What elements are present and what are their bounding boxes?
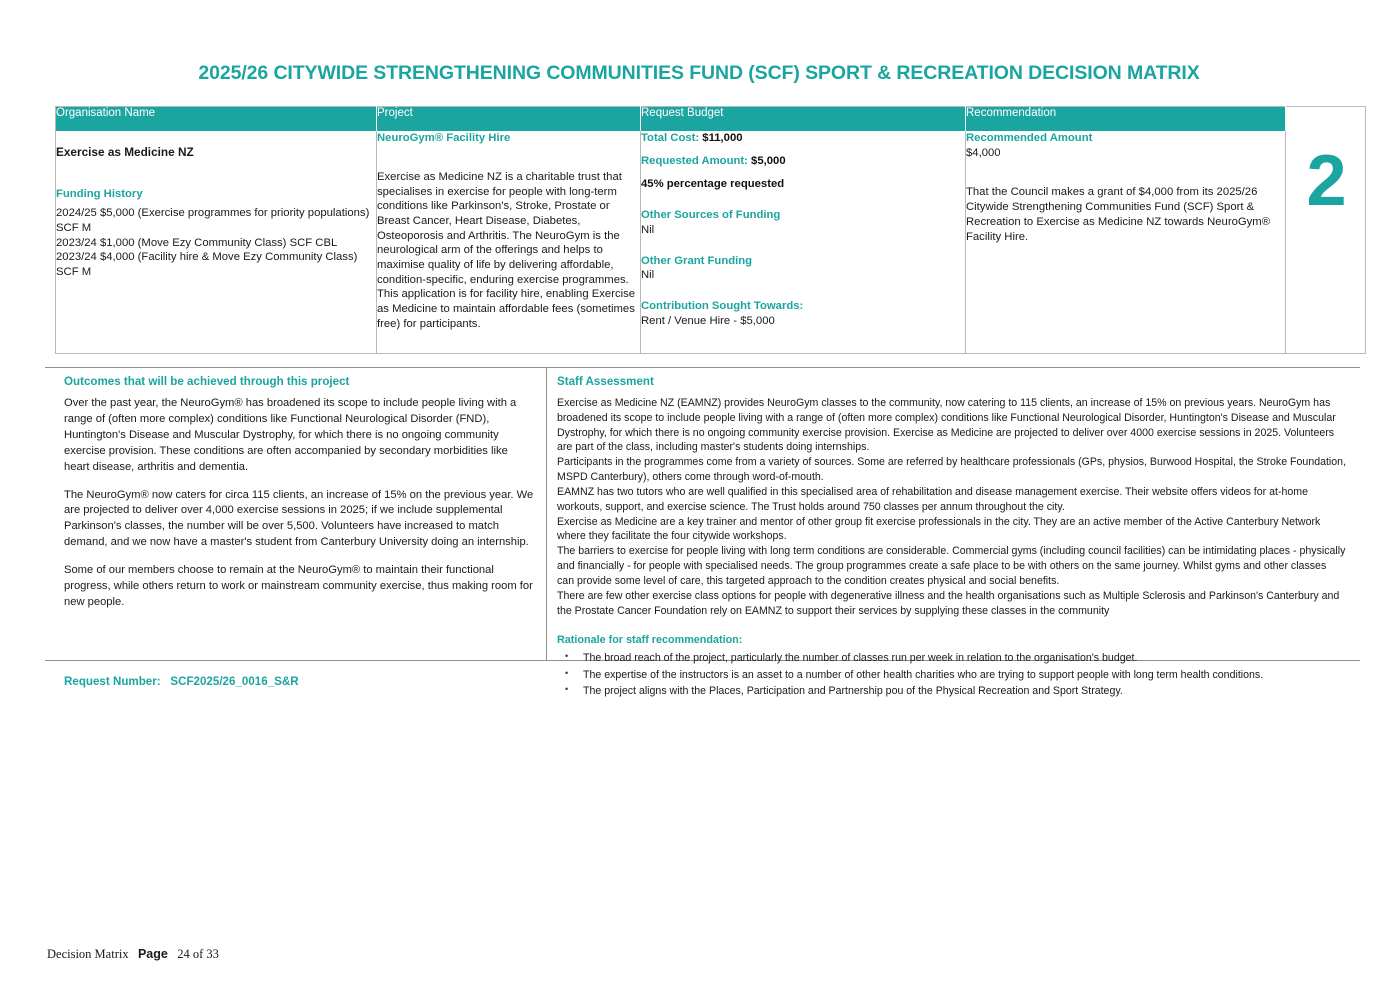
other-sources-block xyxy=(641,208,965,238)
other-sources-value: Nil xyxy=(641,223,655,236)
column-header-rank-blank xyxy=(1286,107,1366,132)
total-cost-value: $11,000 xyxy=(702,132,743,144)
funding-history-line: 2023/24 $4,000 (Facility hire & Move Ezy Community Class) xyxy=(56,251,358,264)
requested-amount-value: $5,000 xyxy=(751,154,786,167)
list-item: • The expertise of the instructors is an asset to a number of other health charities who are trying to support people with long term health conditions. xyxy=(583,667,1346,683)
footer-page-value: 24 of 33 xyxy=(177,947,219,961)
decision-matrix xyxy=(55,106,1365,354)
request-number xyxy=(64,675,299,688)
rationale-heading: Rationale for staff recommendation: xyxy=(557,634,743,647)
rank-number: 2 xyxy=(1306,141,1345,221)
contribution-block xyxy=(641,299,965,329)
matrix-table xyxy=(55,106,1366,354)
funding-history-line: SCF M xyxy=(56,222,92,235)
staff-assessment-paragraph: The barriers to exercise for people living with long term conditions are considerable. Commercial gyms (including council facilities) can be intimidating places - physically and financially - for people with specialised needs. The group programmes create a safe place to be with others on the same journey. Whilst gyms and other classes can provide some level of care, this targeted approach to the condition creates physical and social benefits. xyxy=(557,545,1346,587)
outcomes-panel xyxy=(45,368,547,660)
page-title: 2025/26 CITYWIDE STRENGTHENING COMMUNITIES FUND (SCF) SPORT & RECREATION DECISION MATRIX xyxy=(198,62,1200,84)
recommended-amount-label: Recommended Amount xyxy=(966,132,1093,144)
footer-document-name: Decision Matrix xyxy=(47,947,129,961)
list-item: • The broad reach of the project, particularly the number of classes run per week in relation to the organisation's budget. xyxy=(583,650,1346,666)
total-cost-row xyxy=(641,131,965,146)
outcomes-heading: Outcomes that will be achieved through this project xyxy=(64,375,350,388)
column-header-organisation: Organisation Name xyxy=(56,107,377,132)
column-header-recommendation: Recommendation xyxy=(966,107,1286,132)
staff-assessment-heading: Staff Assessment xyxy=(557,375,654,388)
list-item: • The project aligns with the Places, Participation and Partnership pou of the Physical Recreation and Sport Strategy. xyxy=(583,683,1346,699)
other-grant-value: Nil xyxy=(641,269,655,282)
recommendation-text: That the Council makes a grant of $4,000 from its 2025/26 Citywide Strengthening Communities Fund (SCF) Sport & Recreation to Exercise as Medicine NZ towards NeuroGym® Facility Hire. xyxy=(966,185,1271,243)
project-title: NeuroGym® Facility Hire xyxy=(377,132,511,144)
cell-organisation xyxy=(56,131,377,354)
requested-amount-label: Requested Amount: xyxy=(641,154,748,167)
funding-history-line: SCF M xyxy=(56,266,92,279)
other-grant-label: Other Grant Funding xyxy=(641,254,753,267)
request-number-label: Request Number: xyxy=(64,675,161,688)
staff-assessment-paragraph: Participants in the programmes come from a variety of sources. Some are referred by healthcare professionals (GPs, physios, Burwood Hospital, the Stroke Foundation, MSPD Canterbury), others come through word-of-mouth. xyxy=(557,456,1347,484)
percentage-requested: 45% percentage requested xyxy=(641,177,785,190)
requested-amount-row xyxy=(641,154,965,169)
cell-recommendation xyxy=(966,131,1286,354)
outcomes-paragraph: Some of our members choose to remain at the NeuroGym® to maintain their functional progress, while others return to work or mainstream community exercise, thus making room for new people. xyxy=(64,564,533,608)
contribution-label: Contribution Sought Towards: xyxy=(641,300,804,313)
total-cost-label: Total Cost: xyxy=(641,132,700,144)
staff-assessment-paragraph: EAMNZ has two tutors who are well qualified in this specialised area of rehabilitation and disease management exercise. Their website offers videos for at-home workouts, support, and exercise science. The Trust holds around 750 classes per annum throughout the city. xyxy=(557,485,1308,513)
recommended-amount-value: $4,000 xyxy=(966,146,1001,159)
funding-history-label: Funding History xyxy=(56,187,143,200)
funding-history-line: 2023/24 $1,000 (Move Ezy Community Class) SCF CBL xyxy=(56,236,338,249)
staff-assessment-paragraph: There are few other exercise class options for people with degenerative illness and the health organisations such as Multiple Sclerosis and Parkinson's Canterbury and the Prostate Cancer Foundation rely on EAMNZ to support their services by supplying these classes in the community xyxy=(557,589,1340,617)
other-grant-block xyxy=(641,254,965,284)
staff-assessment-paragraph: Exercise as Medicine are a key trainer and mentor of other group fit exercise professionals in the city. They are an active member of the Active Canterbury Network where they facilitate the four citywide workshops. xyxy=(557,515,1321,543)
organisation-name: Exercise as Medicine NZ xyxy=(56,145,194,159)
cell-request-budget xyxy=(641,131,966,354)
footer-page-label: Page xyxy=(137,947,168,961)
outcomes-paragraph: Over the past year, the NeuroGym® has broadened its scope to include people living with a range of (often more complex) conditions like Functional Neurological Disorder (FND), Huntington's Disease and Muscular Dystrophy, for which there is no ongoing community exercise provision. These conditions are often accompanied by secondary morbidities like heart disease, arthritis and dementia. xyxy=(64,397,517,473)
matrix-header-row xyxy=(56,107,1366,132)
other-sources-label: Other Sources of Funding xyxy=(641,208,781,221)
staff-assessment-paragraph: Exercise as Medicine NZ (EAMNZ) provides NeuroGym classes to the community, now catering to 115 clients, an increase of 15% on previous years. NeuroGym has broadened its scope to include people living with a range of (often more complex) conditions like Functional Neurological Disorder, Huntington's Disease and Muscular Dystrophy, for which there is no ongoing community exercise provision. Exercise as Medicine are projected to deliver over 4000 exercise sessions in 2025. Volunteers are part of the class, including master's students doing internships. xyxy=(557,397,1336,454)
request-number-value: SCF2025/26_0016_S&R xyxy=(170,675,299,688)
rationale-list xyxy=(557,650,1346,699)
funding-history-list xyxy=(56,206,376,279)
column-header-request-budget: Request Budget xyxy=(641,107,966,132)
contribution-value: Rent / Venue Hire - $5,000 xyxy=(641,315,775,328)
cell-rank xyxy=(1286,131,1366,354)
project-description: Exercise as Medicine NZ is a charitable trust that specialises in exercise for people with long-term conditions like Parkinson's, Stroke, Prostate or Breast Cancer, Heart Disease, Diabetes, Osteoporosis and Arthritis. The NeuroGym is the neurological arm of the offerings and helps to maximise quality of life by delivering affordable, condition-specific, enduring exercise programmes. xyxy=(377,170,629,286)
cell-project xyxy=(377,131,641,354)
page-footer xyxy=(47,947,219,962)
funding-history-line: 2024/25 $5,000 (Exercise programmes for priority populations) xyxy=(56,207,370,220)
outcomes-paragraph: The NeuroGym® now caters for circa 115 clients, an increase of 15% on the previous year. We are projected to deliver over 4,000 exercise sessions in 2025; if we include supplemental Parkinson's classes, the number will be over 5,500. Volunteers have increased to match demand, and we now have a master's student from Canterbury University doing an internship. xyxy=(64,488,534,549)
project-description-2: This application is for facility hire, enabling Exercise as Medicine to maintain affordable fees (sometimes free) for participants. xyxy=(377,288,636,331)
table-row xyxy=(56,131,1366,354)
staff-assessment-panel xyxy=(547,368,1360,698)
column-header-project: Project xyxy=(377,107,641,132)
